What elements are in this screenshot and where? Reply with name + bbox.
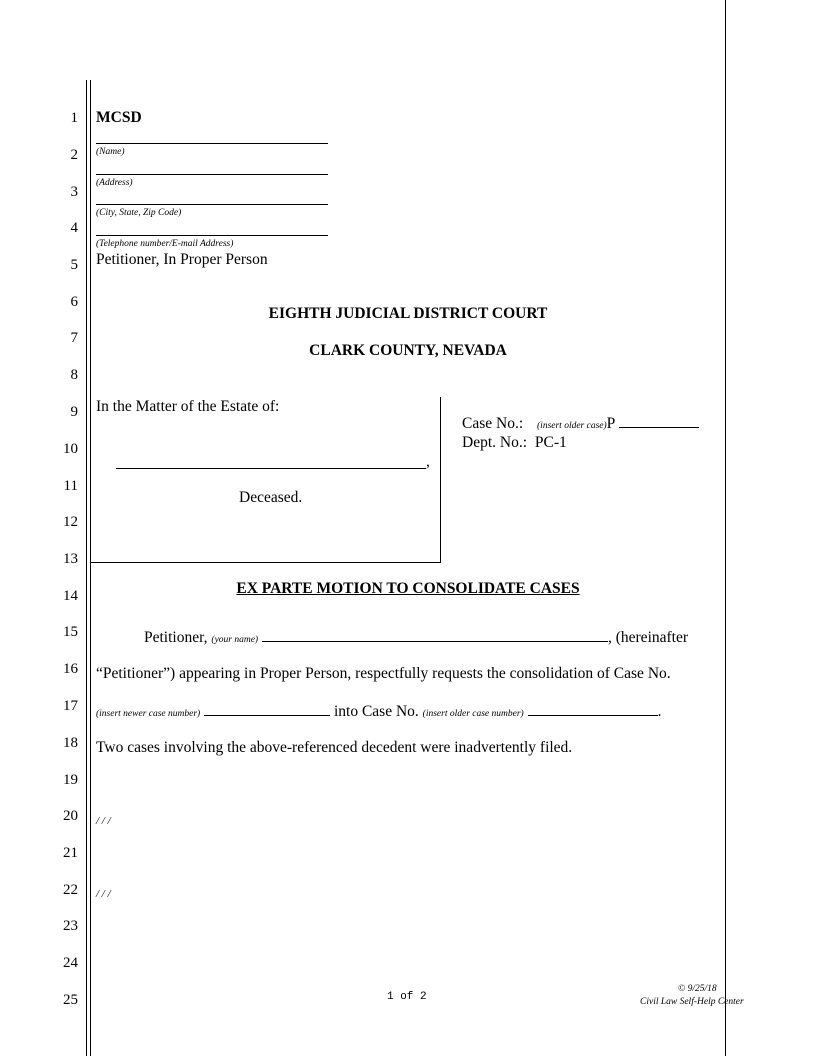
line-number: 11 [63, 478, 78, 494]
page-number: 1 of 2 [387, 991, 427, 1003]
line-number: 21 [63, 845, 78, 861]
phone-rule [96, 235, 328, 236]
separator-20: / / / [96, 815, 111, 827]
p1-end: , (hereinafter [607, 629, 689, 646]
city-rule [96, 204, 328, 205]
line-number: 25 [63, 992, 78, 1008]
case-no-hint: (insert older case) [537, 421, 607, 431]
p3-end: . [657, 703, 662, 720]
line-number: 5 [70, 257, 78, 273]
p1-hint: (your name) [211, 635, 259, 645]
address-rule [96, 174, 328, 175]
decedent-name-rule [116, 468, 426, 469]
line-number: 16 [63, 661, 78, 677]
petitioner-line: Petitioner, In Proper Person [96, 251, 268, 268]
dept-label: Dept. No.: [462, 434, 528, 451]
p3-hint-newer: (insert newer case number) [96, 709, 201, 719]
footer-copyright: © 9/25/18 [678, 984, 717, 994]
party-name: MCSD [96, 109, 142, 126]
line-number: 12 [63, 514, 78, 530]
line-number: 8 [70, 367, 78, 383]
case-no-prefix: P [606, 415, 615, 432]
dept-line [462, 434, 567, 452]
phone-label: (Telephone number/E-mail Address) [96, 239, 234, 249]
address-label: (Address) [96, 178, 133, 188]
p3-mid: into Case No. [333, 703, 419, 720]
line-number: 20 [63, 808, 78, 824]
line-number: 13 [63, 551, 78, 567]
body-line-16: “Petitioner”) appearing in Proper Person, respectfully requests the consolidation of Case No. [96, 665, 671, 682]
caption-box [91, 397, 441, 563]
older-case-blank [528, 703, 658, 716]
court-county: CLARK COUNTY, NEVADA [309, 342, 507, 359]
case-no-blank [619, 415, 699, 428]
line-number: 14 [63, 588, 78, 604]
line-number: 10 [63, 441, 78, 457]
case-number-line [462, 415, 699, 433]
body-line-15 [144, 629, 688, 647]
left-margin-rule-1 [86, 80, 87, 1056]
p1-start: Petitioner, [144, 629, 208, 646]
line-number: 4 [70, 220, 78, 236]
motion-title [96, 580, 720, 598]
court-name: EIGHTH JUDICIAL DISTRICT COURT [268, 305, 548, 322]
line-number: 19 [63, 772, 78, 788]
p3-hint-older: (insert older case number) [422, 709, 524, 719]
line-number: 23 [63, 918, 78, 934]
line-number: 18 [63, 735, 78, 751]
newer-case-blank [204, 703, 330, 716]
line-number: 22 [63, 882, 78, 898]
line-number: 24 [63, 955, 78, 971]
line-number: 9 [70, 404, 78, 420]
line-number: 6 [70, 294, 78, 310]
petitioner-name-blank [262, 629, 608, 642]
decedent-comma: , [426, 453, 430, 470]
caption-matter: In the Matter of the Estate of: [96, 398, 280, 415]
right-margin-rule [725, 0, 726, 1056]
line-number: 17 [63, 698, 78, 714]
line-number: 1 [70, 110, 78, 126]
line-number: 7 [70, 330, 78, 346]
footer-center: Civil Law Self-Help Center [640, 997, 744, 1007]
line-number: 15 [63, 624, 78, 640]
line-number: 2 [70, 147, 78, 163]
body-line-17 [96, 703, 661, 721]
name-label: (Name) [96, 147, 125, 157]
case-no-label: Case No.: [462, 415, 524, 432]
body-line-18: Two cases involving the above-referenced decedent were inadvertently filed. [96, 739, 573, 756]
city-label: (City, State, Zip Code) [96, 208, 182, 218]
motion-title-text: EX PARTE MOTION TO CONSOLIDATE CASES [236, 580, 580, 597]
separator-22: / / / [96, 888, 111, 900]
dept-value: PC-1 [534, 434, 567, 451]
name-rule [96, 143, 328, 144]
left-margin-rule-2 [90, 80, 91, 1056]
caption-deceased: Deceased. [239, 489, 303, 506]
line-number: 3 [70, 184, 78, 200]
